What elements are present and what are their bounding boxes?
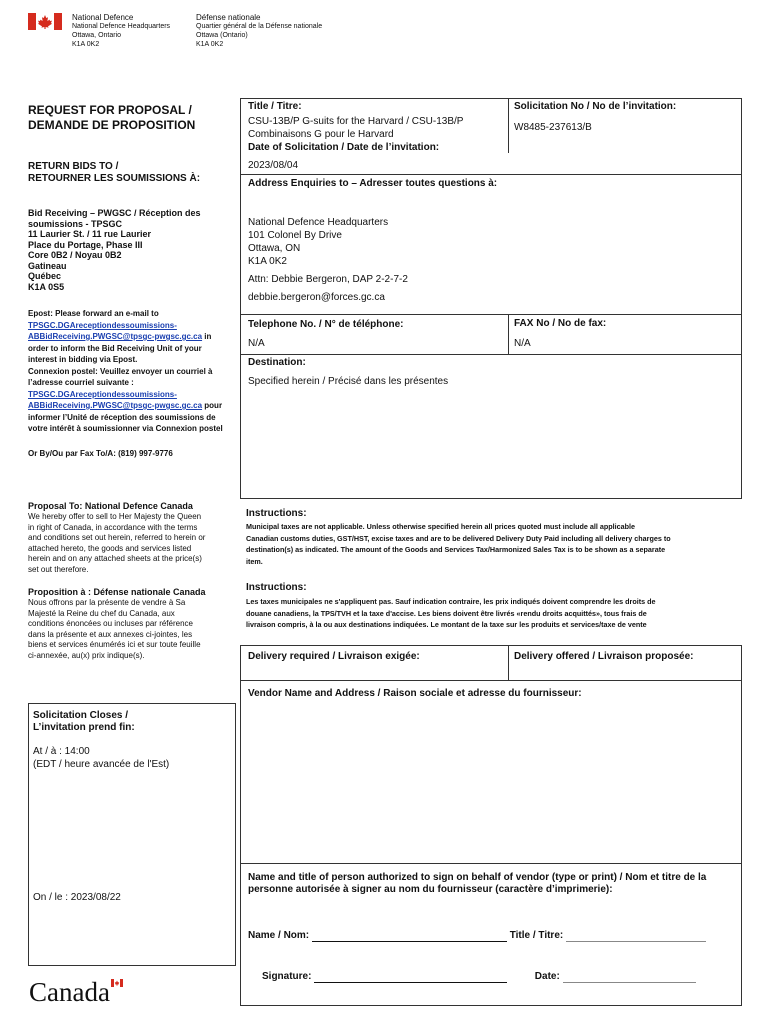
header-en-line2: National Defence Headquarters: [72, 23, 171, 30]
epost-block: [28, 308, 233, 435]
solicitation-closes-date: On / le : 2023/08/22: [33, 892, 121, 903]
header-en-line4: K1A 0K2: [72, 41, 100, 48]
epost-email-link-1b[interactable]: ABBidReceiving.PWGSC@tpsgc-pwgsc.gc.ca: [28, 332, 203, 341]
solicitation-no-label: Solicitation No / No de l’invitation:: [514, 101, 677, 112]
divider: [240, 354, 742, 355]
authorized-person-label: Name and title of person authorized to sign on behalf of vendor (type or print) / Nom et titre de la personne autorisée à signer au nom du fournisseur (caractère d’imprimerie):: [248, 872, 707, 895]
proposal-to-fr: [28, 587, 233, 661]
telephone-label: Telephone No. / N° de téléphone:: [248, 319, 404, 330]
attn-value: Attn: Debbie Bergeron, DAP 2-2-7-2: [248, 274, 408, 285]
address-enquiries-value: National Defence Headquarters 101 Colonel By Drive Ottawa, ON K1A 0K2: [248, 217, 389, 267]
bid-receiving-address: Bid Receiving – PWGSC / Réception des soumissions - TPSGC 11 Laurier St. / 11 rue Laurier Place du Portage, Phase III Core 0B2 / Noyau 0B2 Gatineau Québec K1A 0S5: [28, 208, 201, 292]
delivery-required-field[interactable]: [246, 665, 500, 679]
telephone-value: N/A: [248, 338, 265, 349]
vendor-name-address-label: Vendor Name and Address / Raison sociale et adresse du fournisseur:: [248, 688, 582, 699]
header-en: [72, 13, 170, 49]
date-label: Date of Solicitation / Date de l’invitation:: [248, 142, 440, 153]
vendor-name-address-field[interactable]: [246, 703, 738, 859]
title-field-label: Title / Titre:: [509, 930, 564, 941]
instructions-fr-label: Instructions:: [246, 582, 307, 593]
title-value: CSU-13B/P G-suits for the Harvard / CSU-13B/P Combinaisons G pour le Harvard: [248, 116, 464, 140]
destination-label: Destination:: [248, 357, 306, 368]
divider: [508, 98, 509, 153]
header-fr-line1: Défense nationale: [196, 13, 261, 22]
fax-label: FAX No / No de fax:: [514, 318, 607, 329]
signature-row: [262, 971, 696, 983]
solicitation-closes-label: Solicitation Closes / L’invitation prend fin:: [33, 710, 135, 733]
proposal-to-fr-body: Nous offrons par la présente de vendre à Sa Majesté la Reine du chef du Canada, aux conditions énoncées ou incluses par référence dans la présente et aux annexes ci-jointes, les biens et services énumérés ici et sur toute feuille ci-annexée, au(x) prix indique(s).: [28, 598, 201, 660]
epost-email-link-2a[interactable]: TPSGC.DGAreceptiondessoumissions-: [28, 389, 177, 399]
solicitation-no-value: W8485-237613/B: [514, 122, 592, 133]
header-fr-line4: K1A 0K2: [196, 41, 224, 48]
email-value: debbie.bergeron@forces.gc.ca: [248, 292, 385, 303]
canada-wordmark-flag-icon: [111, 979, 123, 987]
delivery-offered-field[interactable]: [514, 665, 738, 679]
name-row: [248, 930, 706, 942]
proposal-to-en-body: We hereby offer to sell to Her Majesty the Queen in right of Canada, in accordance with the terms and conditions set out herein, referred to herein or attached hereto, the goods and services listed herein and on any attached sheets at the price(s) set out therefore.: [28, 512, 206, 574]
epost-body-fr: informer l’Unité de réception des soumissions de votre intérêt à soumissionner via Connexion postel: [28, 412, 223, 433]
date-value: 2023/08/04: [248, 160, 299, 171]
divider: [508, 645, 509, 680]
instructions-en-label: Instructions:: [246, 508, 307, 519]
title-field[interactable]: [566, 932, 706, 942]
instructions-en-body: Municipal taxes are not applicable. Unless otherwise specified herein all prices quoted must include all applicable Canadian customs duties, GST/HST, excise taxes and are to be delivered Delivery Duty Paid including all delivery charges to destination(s) as indicated. The amount of the Goods and Services Tax/Harmonized Sales Tax is to be shown as a separate item.: [246, 522, 671, 566]
epost-intro: Epost: Please forward an e-mail to: [28, 309, 159, 318]
divider: [508, 314, 509, 354]
title-label: Title / Titre:: [248, 101, 302, 112]
epost-email-link-2b[interactable]: ABBidReceiving.PWGSC@tpsgc-pwgsc.gc.ca: [28, 401, 203, 410]
solicitation-closes-box: [28, 703, 236, 966]
proposal-to-en: [28, 501, 233, 575]
fax-value: N/A: [514, 338, 531, 349]
epost-email-link-1a[interactable]: TPSGC.DGAreceptiondessoumissions-: [28, 320, 177, 330]
divider: [240, 314, 742, 315]
epost-pour: pour: [202, 401, 223, 410]
fax-line: Or By/Ou par Fax To/A: (819) 997-9776: [28, 449, 173, 458]
canada-wordmark: Canada: [29, 977, 110, 1007]
address-enquiries-label: Address Enquiries to – Adresser toutes questions à:: [248, 178, 498, 189]
destination-value: Specified herein / Précisé dans les présentes: [248, 376, 449, 387]
header-en-line1: National Defence: [72, 13, 134, 22]
delivery-offered-label: Delivery offered / Livraison proposée:: [514, 651, 694, 662]
proposal-to-en-head: Proposal To: National Defence Canada: [28, 501, 193, 511]
header-fr: [196, 13, 322, 49]
name-field[interactable]: [312, 932, 507, 942]
divider: [240, 863, 742, 864]
epost-in: in: [202, 332, 212, 341]
header-en-line3: Ottawa, Ontario: [72, 32, 122, 39]
date-field[interactable]: [563, 973, 696, 983]
epost-body: order to inform the Bid Receiving Unit of your interest in bidding via Epost. Connexion postel: Veuillez envoyer un courriel à l’adresse courriel suivante :: [28, 343, 213, 387]
date-field-label: Date:: [534, 971, 560, 982]
rfp-title: REQUEST FOR PROPOSAL / DEMANDE DE PROPOSITION: [28, 103, 196, 132]
name-label: Name / Nom:: [248, 930, 310, 941]
canada-flag-icon: [28, 13, 62, 30]
instructions-fr-body: Les taxes municipales ne s'appliquent pas. Sauf indication contraire, les prix indiqués doivent comprendre les droits de douane canadiens, la TPS/TVH et la taxe d'accise. Les biens doivent être livrés «rendu droits acquittés», tous frais de livraison compris, à la ou aux destinations indiquées. Le montant de la taxe sur les produits et services/taxe de vente: [246, 597, 656, 629]
signature-field[interactable]: [314, 973, 507, 983]
header-fr-line2: Quartier général de la Défense nationale: [196, 23, 323, 30]
solicitation-closes-time: At / à : 14:00 (EDT / heure avancée de l'Est): [33, 746, 170, 770]
divider: [240, 680, 742, 681]
header-fr-line3: Ottawa (Ontario): [196, 32, 248, 39]
delivery-required-label: Delivery required / Livraison exigée:: [248, 651, 420, 662]
return-bids-label: RETURN BIDS TO / RETOURNER LES SOUMISSIONS À:: [28, 161, 201, 184]
signature-label: Signature:: [262, 971, 312, 982]
proposal-to-fr-head: Proposition à : Défense nationale Canada: [28, 587, 206, 597]
divider: [240, 174, 742, 175]
